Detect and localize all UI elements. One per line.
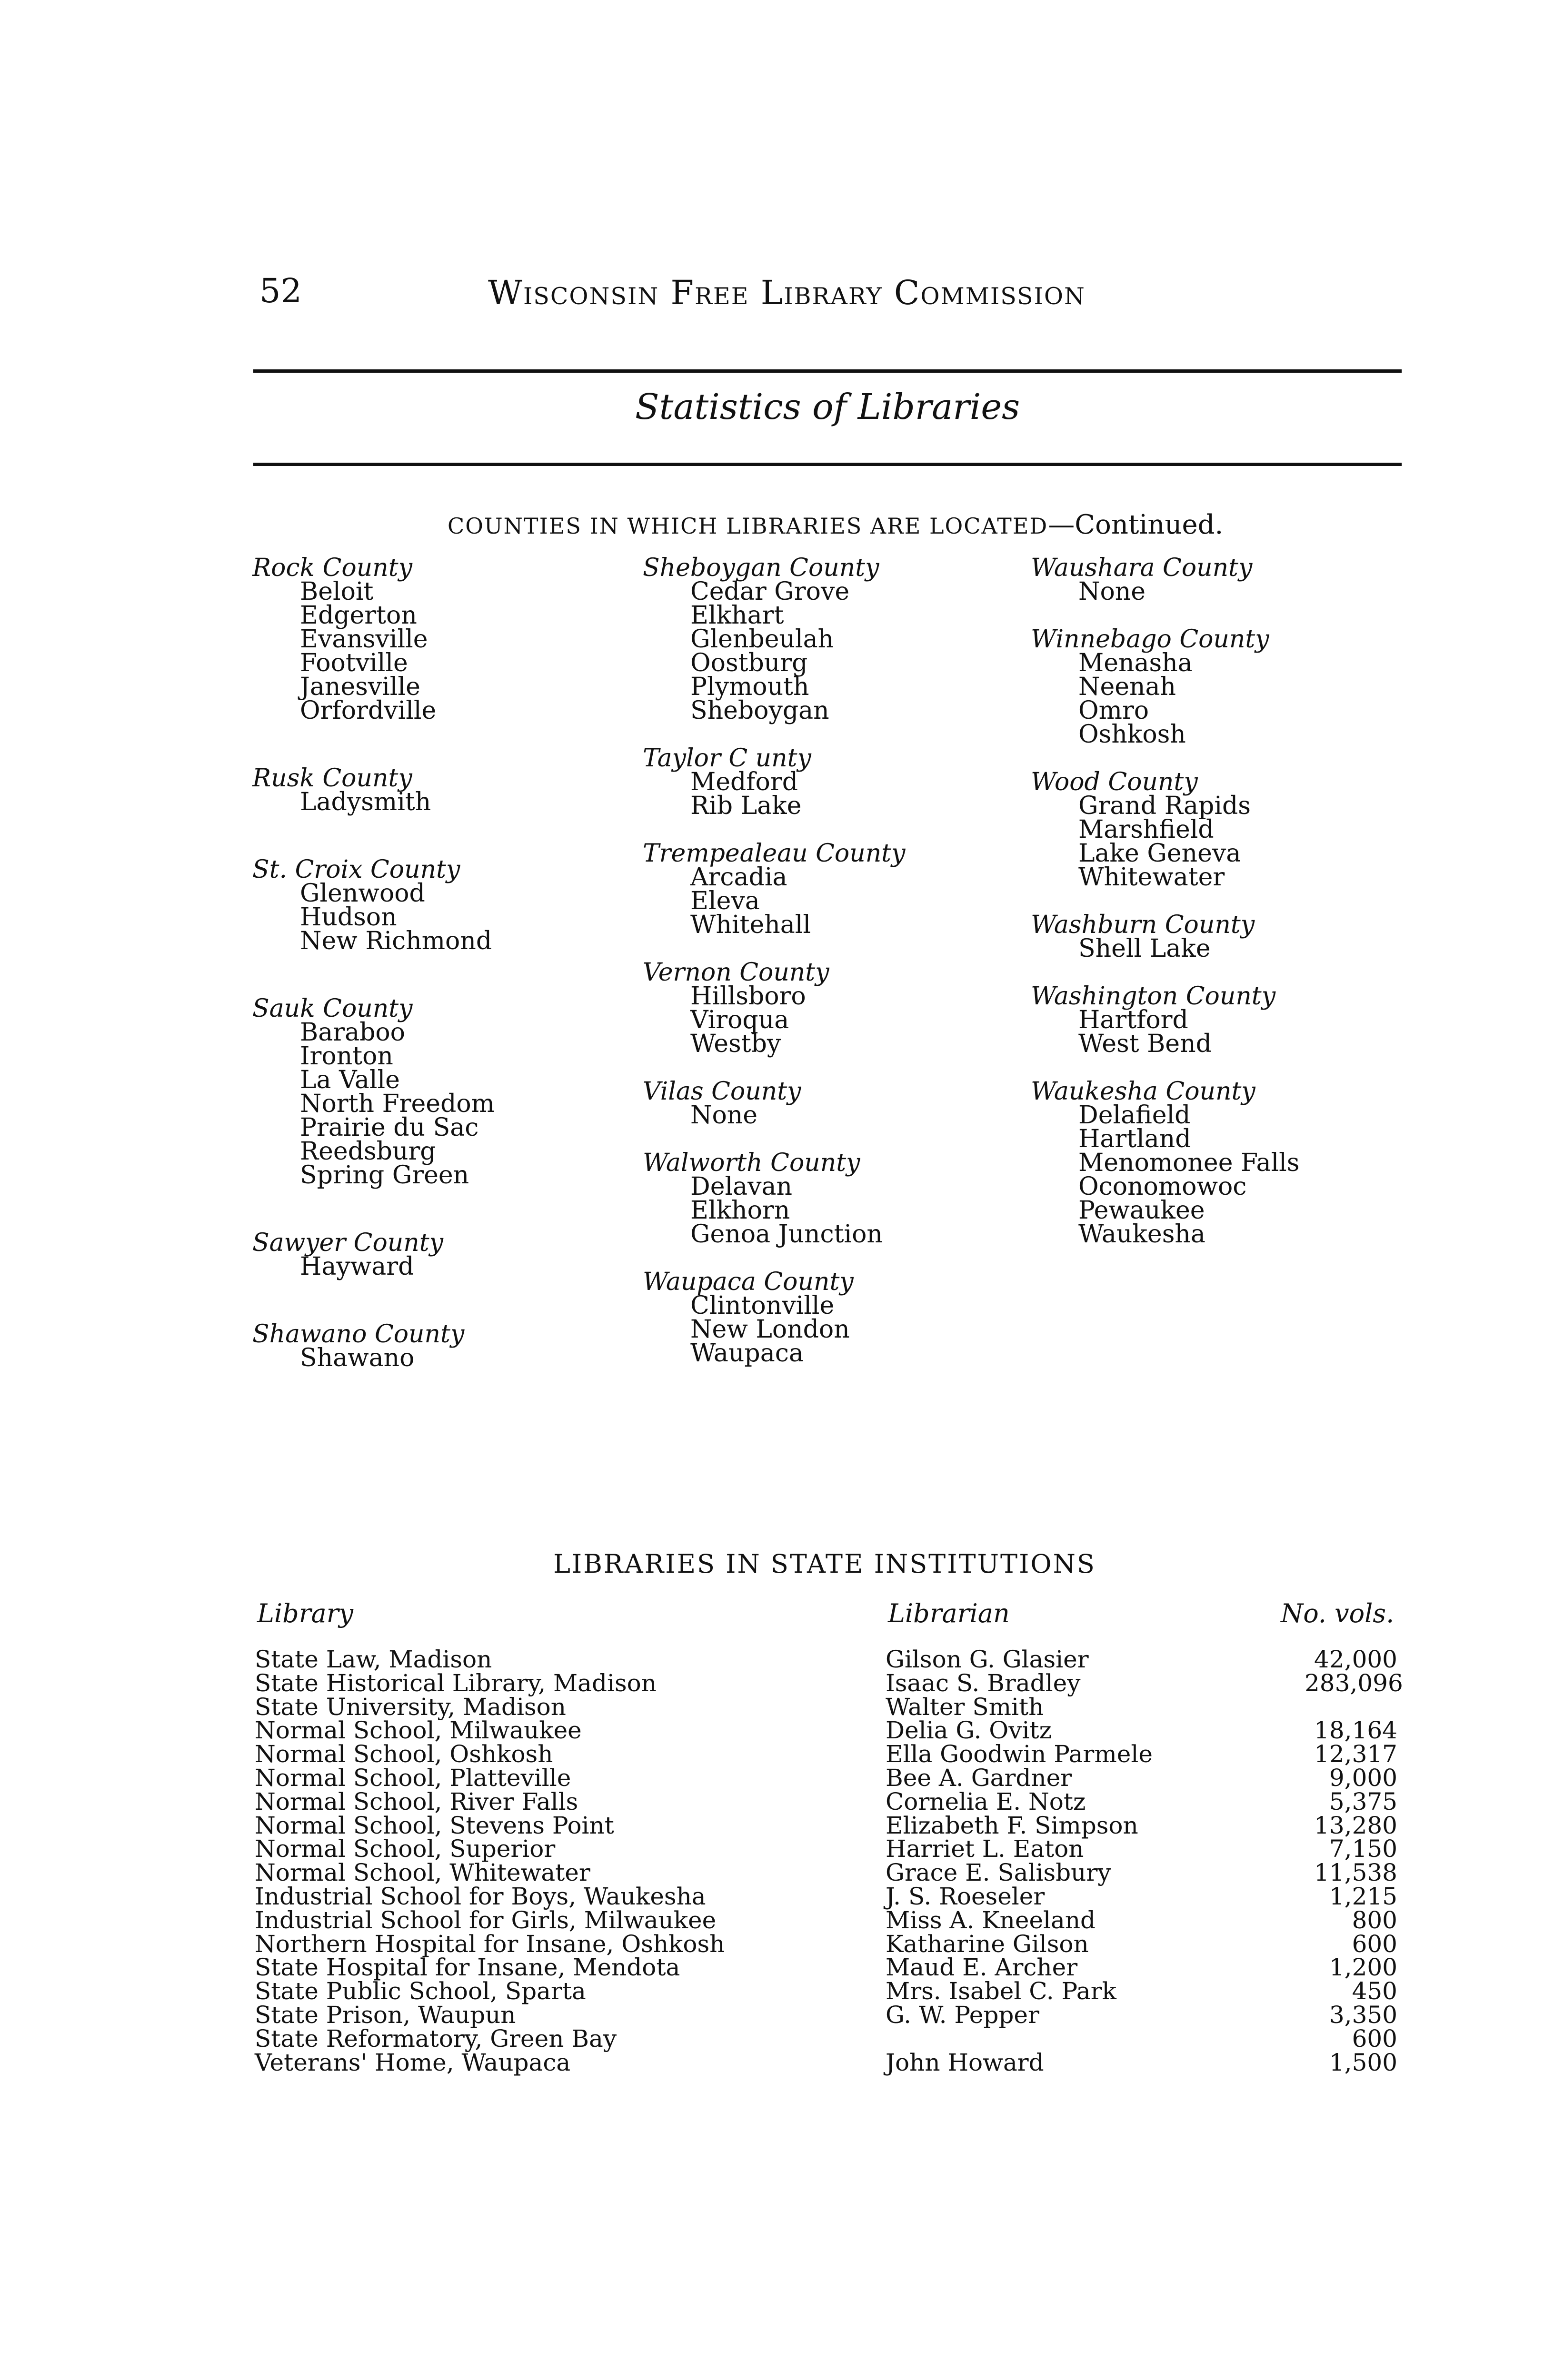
column-header-librarian: Librarian — [888, 1598, 1010, 1628]
county-name: Vernon County — [643, 958, 829, 987]
county-block — [643, 1077, 1014, 1130]
town-name: Orfordville — [300, 696, 437, 725]
town-name: Sheboygan — [690, 696, 829, 725]
librarian-cell: Gilson G. Glasier — [886, 1646, 1089, 1673]
town-name: Medford — [690, 768, 798, 796]
librarian-cell: G. W. Pepper — [886, 2001, 1039, 2029]
town-name: Marshfield — [1078, 815, 1214, 844]
table-row — [255, 1716, 1407, 1745]
vols-cell: 5,375 — [1329, 1787, 1397, 1815]
county-block — [643, 746, 1014, 818]
county-block — [252, 855, 614, 955]
town-name: Clintonville — [690, 1291, 835, 1320]
town-name: Menasha — [1078, 649, 1193, 677]
town-name: Baraboo — [300, 1018, 405, 1047]
vols-cell: 1,200 — [1329, 1954, 1397, 1982]
table-row — [255, 1740, 1407, 1768]
town-name: Whitewater — [1078, 863, 1225, 892]
section-title: Statistics of Libraries — [635, 387, 1020, 427]
table-row — [255, 2048, 1407, 2076]
librarian-cell: Elizabeth F. Simpson — [886, 1811, 1138, 1839]
town-name: Oshkosh — [1078, 720, 1186, 749]
vols-cell: 283,096 — [1305, 1669, 1403, 1697]
town-name: Arcadia — [690, 863, 787, 892]
town-name: Spring Green — [300, 1161, 469, 1190]
county-name: Waukesha County — [1031, 1077, 1255, 1106]
town-name: Shawano — [300, 1344, 415, 1372]
librarian-cell: Harriet L. Eaton — [886, 1835, 1084, 1863]
library-cell: Normal School, Stevens Point — [255, 1811, 614, 1839]
county-block — [1031, 625, 1393, 749]
section-rule — [253, 463, 1402, 466]
table-row — [255, 1837, 1407, 1861]
town-name: Shell Lake — [1078, 934, 1211, 963]
town-name: Elkhorn — [690, 1196, 790, 1225]
county-name: Waushara County — [1031, 554, 1253, 582]
vols-cell: 800 — [1352, 1906, 1397, 1934]
county-block — [1031, 1077, 1393, 1249]
county-block — [643, 556, 1014, 723]
town-name: Neenah — [1078, 673, 1176, 701]
vols-cell: 11,538 — [1314, 1859, 1397, 1887]
librarian-cell: Ella Goodwin Parmele — [886, 1740, 1153, 1768]
library-cell: Normal School, River Falls — [255, 1787, 578, 1815]
librarian-cell: Katharine Gilson — [886, 1930, 1089, 1958]
library-cell: State Historical Library, Madison — [255, 1669, 657, 1697]
librarian-cell — [886, 2027, 1305, 2051]
librarian-cell: Maud E. Archer — [886, 1954, 1078, 1982]
table-row — [255, 1956, 1407, 1980]
town-name: Whitehall — [690, 911, 811, 939]
town-name: Glenwood — [300, 879, 425, 908]
library-cell: State University, Madison — [255, 1693, 566, 1721]
county-column-3 — [1031, 556, 1393, 1270]
table-row — [255, 1669, 1407, 1697]
town-name: Omro — [1078, 696, 1149, 725]
library-cell: Normal School, Whitewater — [255, 1859, 590, 1887]
town-name: Waukesha — [1078, 1220, 1205, 1249]
county-name: Shawano County — [252, 1320, 465, 1349]
library-cell: State Reformatory, Green Bay — [255, 2024, 617, 2053]
town-name: None — [1078, 577, 1146, 606]
town-name: Ironton — [300, 1042, 393, 1071]
town-name: Delavan — [690, 1172, 792, 1201]
county-block — [1031, 984, 1393, 1056]
library-cell: State Public School, Sparta — [255, 1977, 586, 2005]
library-cell: Normal School, Platteville — [255, 1764, 571, 1792]
county-name: Walworth County — [643, 1149, 860, 1177]
table-row — [255, 2003, 1407, 2027]
library-cell: Northern Hospital for Insane, Oshkosh — [255, 1930, 725, 1958]
county-name: Wood County — [1031, 768, 1198, 796]
town-name: Genoa Junction — [690, 1220, 883, 1249]
table-row — [255, 1693, 1407, 1721]
table-row — [255, 1787, 1407, 1815]
vols-cell — [1305, 1696, 1397, 1719]
table-row — [255, 1930, 1407, 1958]
librarian-cell: Mrs. Isabel C. Park — [886, 1977, 1116, 2005]
town-name: Evansville — [300, 625, 428, 654]
town-name: Pewaukee — [1078, 1196, 1205, 1225]
county-name: Sawyer County — [252, 1229, 444, 1257]
town-name: Beloit — [300, 577, 374, 606]
county-name: Waupaca County — [643, 1268, 854, 1296]
table-row — [255, 1861, 1407, 1885]
town-name: Janesville — [300, 673, 420, 701]
town-name: Grand Rapids — [1078, 792, 1251, 820]
library-cell: Normal School, Oshkosh — [255, 1740, 553, 1768]
town-name: Hillsboro — [690, 982, 806, 1011]
town-name: Hudson — [300, 903, 397, 932]
county-block — [252, 1322, 614, 1370]
vols-cell: 9,000 — [1329, 1764, 1397, 1792]
counties-heading-suffix: —Continued. — [1048, 509, 1224, 540]
vols-cell: 600 — [1352, 1930, 1397, 1958]
county-block — [252, 556, 614, 723]
library-cell: Normal School, Milwaukee — [255, 1716, 582, 1745]
town-name: Viroqua — [690, 1006, 789, 1034]
county-name: St. Croix County — [252, 855, 460, 884]
county-name: Winnebago County — [1031, 625, 1269, 654]
town-name: Westby — [690, 1030, 781, 1058]
county-block — [643, 1268, 1014, 1368]
column-header-vols: No. vols. — [1281, 1598, 1395, 1628]
town-name: Hartland — [1078, 1125, 1191, 1153]
town-name: Ladysmith — [300, 788, 431, 816]
library-cell: Normal School, Superior — [255, 1835, 556, 1863]
county-name: Sheboygan County — [643, 554, 879, 582]
vols-cell: 1,500 — [1329, 2048, 1397, 2076]
vols-cell: 12,317 — [1314, 1740, 1397, 1768]
county-name: Taylor C unty — [643, 744, 811, 773]
table-row — [255, 1882, 1407, 1910]
town-name: Lake Geneva — [1078, 839, 1241, 868]
county-name: Vilas County — [643, 1077, 801, 1106]
table-row — [255, 1648, 1407, 1672]
institutions-table — [255, 1648, 1407, 2074]
vols-cell: 1,215 — [1329, 1882, 1397, 1910]
librarian-cell: J. S. Roeseler — [886, 1882, 1045, 1910]
town-name: Oconomowoc — [1078, 1172, 1247, 1201]
county-name: Rock County — [252, 554, 412, 582]
town-name: Eleva — [690, 887, 760, 915]
counties-heading — [448, 509, 1223, 540]
librarian-cell: Miss A. Kneeland — [886, 1906, 1096, 1934]
county-block — [1031, 913, 1393, 961]
town-name: Rib Lake — [690, 792, 802, 820]
library-cell: Veterans' Home, Waupaca — [255, 2048, 571, 2076]
town-name: Hartford — [1078, 1006, 1188, 1034]
column-header-library: Library — [257, 1598, 354, 1628]
town-name: Oostburg — [690, 649, 808, 677]
vols-cell: 600 — [1352, 2024, 1397, 2053]
county-name: Washington County — [1031, 982, 1276, 1011]
town-name: West Bend — [1078, 1030, 1212, 1058]
county-column-1 — [252, 556, 614, 1414]
town-name: Footville — [300, 649, 408, 677]
town-name: Cedar Grove — [690, 577, 850, 606]
librarian-cell: Bee A. Gardner — [886, 1764, 1072, 1792]
library-cell: Industrial School for Girls, Milwaukee — [255, 1906, 717, 1934]
table-row — [255, 1977, 1407, 2005]
librarian-cell: Grace E. Salisbury — [886, 1859, 1111, 1887]
town-name: Prairie du Sac — [300, 1113, 479, 1142]
town-name: Edgerton — [300, 601, 417, 630]
table-row — [255, 1766, 1407, 1790]
county-block — [1031, 556, 1393, 604]
librarian-cell: Delia G. Ovitz — [886, 1716, 1052, 1745]
town-name: Plymouth — [690, 673, 809, 701]
table-row — [255, 1811, 1407, 1839]
vols-cell: 3,350 — [1329, 2001, 1397, 2029]
top-rule — [253, 369, 1402, 373]
town-name: Waupaca — [690, 1339, 804, 1368]
county-name: Sauk County — [252, 994, 413, 1023]
town-name: Glenbeulah — [690, 625, 834, 654]
town-name: North Freedom — [300, 1090, 495, 1118]
county-block — [643, 1149, 1014, 1249]
county-block — [252, 1231, 614, 1279]
table-row — [255, 2024, 1407, 2053]
county-block — [252, 766, 614, 814]
county-column-2 — [643, 556, 1014, 1389]
vols-cell: 18,164 — [1314, 1716, 1397, 1745]
county-block — [1031, 768, 1393, 892]
county-name: Rusk County — [252, 764, 412, 793]
county-block — [643, 839, 1014, 939]
counties-heading-text: COUNTIES IN WHICH LIBRARIES ARE LOCATED — [448, 513, 1048, 539]
county-name: Washburn County — [1031, 911, 1255, 939]
town-name: None — [690, 1101, 758, 1130]
librarian-cell: Walter Smith — [886, 1693, 1044, 1721]
vols-cell: 42,000 — [1314, 1646, 1397, 1673]
vols-cell: 450 — [1352, 1977, 1397, 2005]
library-cell: State Hospital for Insane, Mendota — [255, 1954, 680, 1982]
town-name: New London — [690, 1315, 850, 1344]
town-name: Hayward — [300, 1252, 414, 1281]
library-cell: Industrial School for Boys, Waukesha — [255, 1882, 706, 1910]
vols-cell: 7,150 — [1329, 1835, 1397, 1863]
running-title: Wisconsin Free Library Commission — [488, 273, 1086, 312]
librarian-cell: Isaac S. Bradley — [886, 1669, 1081, 1697]
town-name: Menomonee Falls — [1078, 1149, 1300, 1177]
county-block — [643, 958, 1014, 1058]
library-cell: State Law, Madison — [255, 1646, 492, 1673]
librarian-cell: Cornelia E. Notz — [886, 1787, 1086, 1815]
town-name: Elkhart — [690, 601, 784, 630]
library-cell: State Prison, Waupun — [255, 2001, 516, 2029]
institutions-heading: LIBRARIES IN STATE INSTITUTIONS — [553, 1549, 1096, 1579]
town-name: La Valle — [300, 1066, 400, 1094]
page-number: 52 — [259, 271, 302, 310]
county-block — [252, 994, 614, 1190]
vols-cell: 13,280 — [1314, 1811, 1397, 1839]
table-row — [255, 1906, 1407, 1934]
town-name: Reedsburg — [300, 1137, 436, 1166]
librarian-cell: John Howard — [886, 2048, 1044, 2076]
town-name: New Richmond — [300, 927, 492, 955]
town-name: Delafield — [1078, 1101, 1191, 1130]
county-name: Trempealeau County — [643, 839, 906, 868]
